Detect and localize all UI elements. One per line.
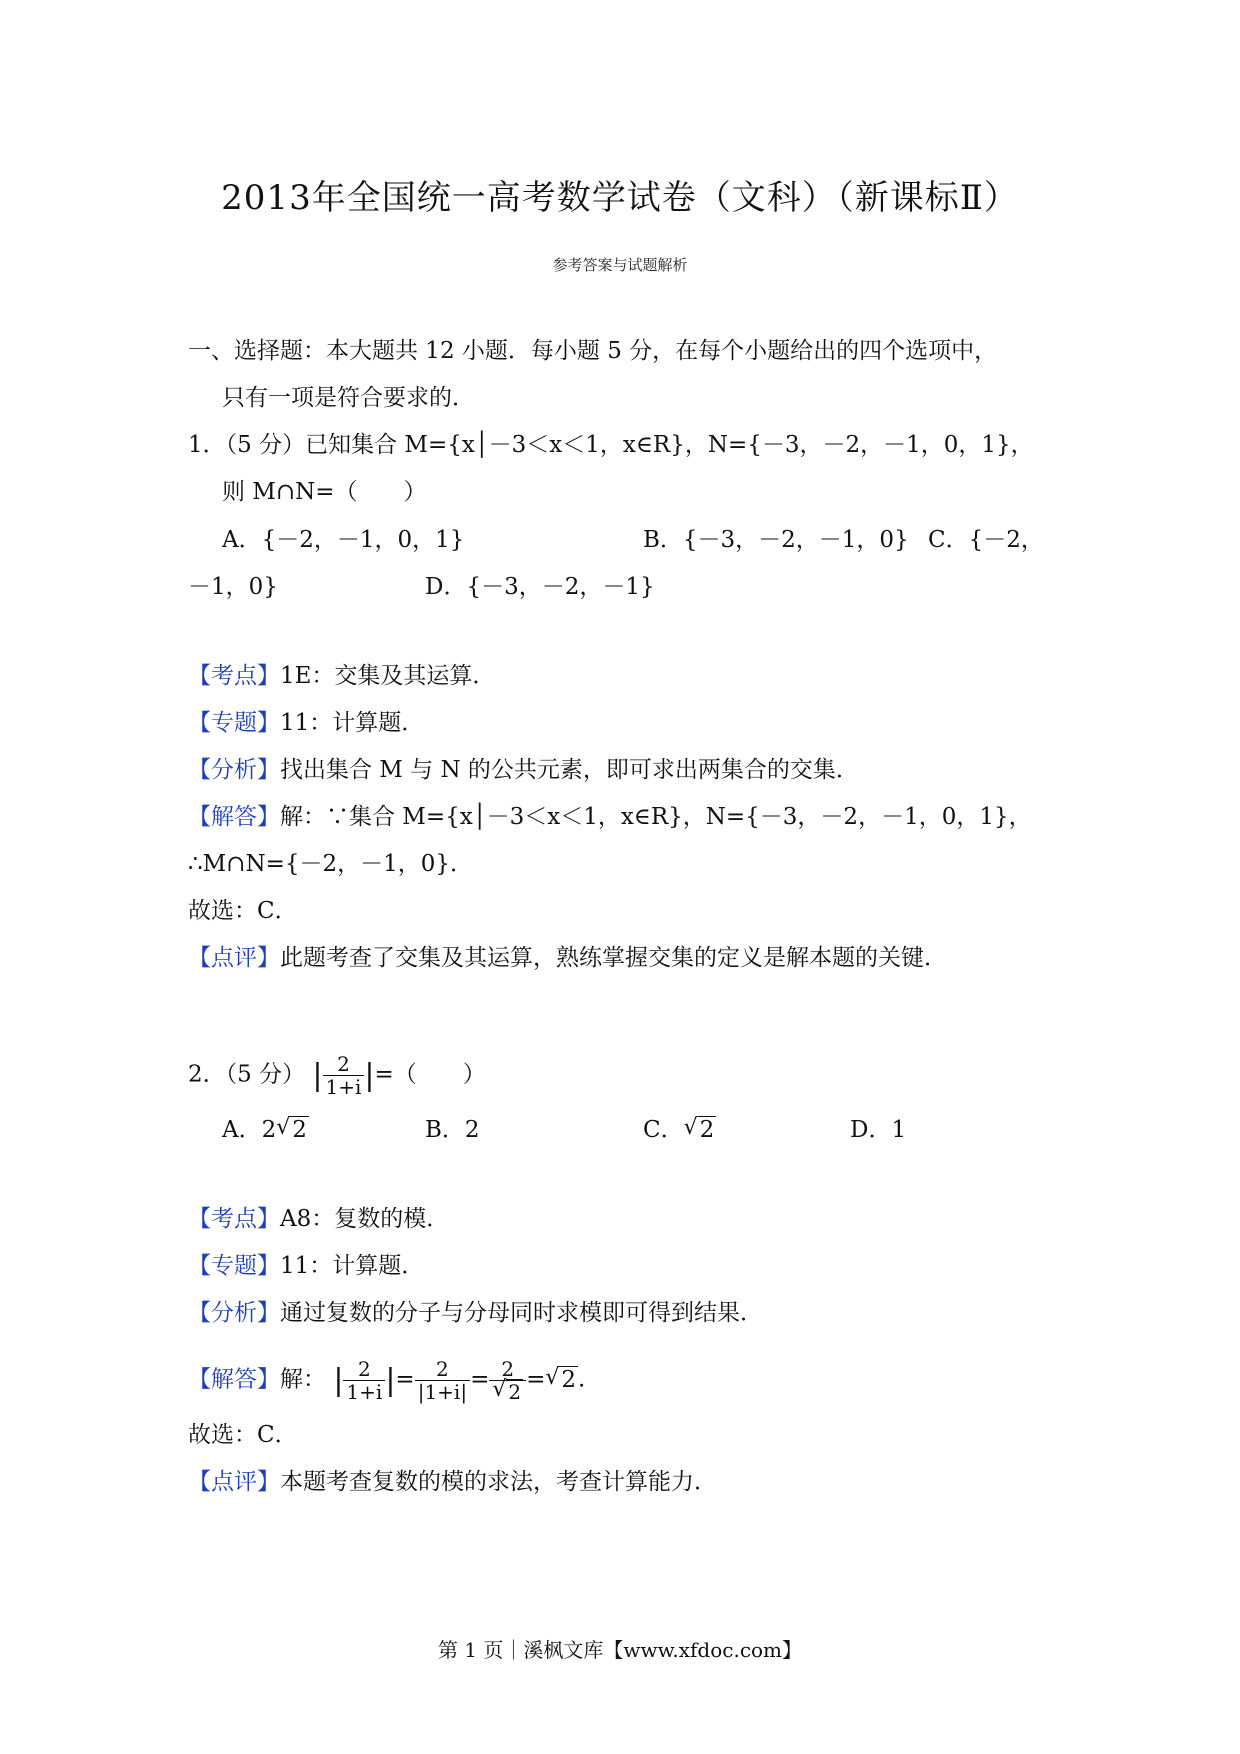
fraction-denominator — [489, 1377, 526, 1404]
q2-stem-prefix: 2．（5 分） — [188, 1061, 306, 1088]
jieda-prefix: 解： — [280, 1366, 326, 1393]
q1-fenxi — [188, 755, 859, 785]
q1-jieda-line2: ∴M∩N={－2，－1，0}． — [188, 851, 474, 877]
dianping-text: 此题考查了交集及其运算，熟练掌握交集的定义是解本题的关键． — [280, 945, 947, 971]
q2-stem-suffix: =（ ） — [374, 1061, 486, 1088]
radicand: 2 — [292, 1117, 307, 1143]
q2-jieda: 【解答】解： | $\frac{2}{1+i}$ |= $\frac{2}{|1+i|}$ = 2 √ 2 = √ 2. — [188, 1357, 586, 1404]
q2-dianping — [188, 1467, 717, 1497]
abs-bar-right: | — [364, 1057, 375, 1093]
option-a-label: A．2 — [222, 1117, 277, 1143]
q1-kaodian — [188, 661, 495, 691]
q2-kaodian — [188, 1204, 449, 1234]
radical-sign-icon: √ — [492, 1377, 507, 1402]
q2-option-a — [222, 1115, 309, 1145]
page-footer: 第 1 页｜溪枫文库【www.xfdoc.com】 — [437, 1638, 803, 1662]
q2-option-c — [643, 1115, 716, 1145]
fraction-numerator: 2 — [358, 1357, 371, 1381]
fraction-denominator: 1+i — [323, 1075, 365, 1098]
fenxi-text: 找出集合 M 与 N 的公共元素，即可求出两集合的交集． — [280, 757, 859, 783]
radical-sign-icon: √ — [545, 1364, 560, 1390]
q1-option-c-part1: C．{－2， — [928, 527, 1044, 553]
page-subtitle: 参考答案与试题解析 — [552, 256, 688, 274]
q1-answer: 故选：C． — [188, 898, 298, 924]
section-heading-line2: 只有一项是符合要求的． — [222, 385, 475, 411]
q2-zhuanti — [188, 1251, 424, 1281]
dianping-text: 本题考查复数的模的求法，考查计算能力． — [280, 1469, 717, 1495]
page-title: 2013年全国统一高考数学试卷（文科）（新课标Ⅱ） — [221, 178, 1019, 218]
section-heading-line1: 一、选择题：本大题共 12 小题．每小题 5 分，在每个小题给出的四个选项中， — [188, 338, 998, 364]
dianping-tag: 【点评】 — [188, 945, 280, 971]
q1-stem-line1: 1．（5 分）已知集合 M={x│－3＜x＜1，x∈R}，N={－3，－2，－1，0，1}， — [188, 432, 1034, 458]
q1-option-a: A．{－2，－1，0，1} — [222, 527, 465, 553]
fenxi-tag: 【分析】 — [188, 757, 280, 783]
q2-option-d: D．1 — [850, 1117, 907, 1143]
q1-option-b: B．{－3，－2，－1，0} — [643, 527, 909, 553]
fraction-denominator: |1+i| — [415, 1380, 470, 1403]
eq-fraction-3 — [489, 1358, 526, 1403]
radicand: 2 — [699, 1117, 715, 1143]
abs-bar-left: | — [333, 1362, 344, 1398]
q1-option-d: D．{－3，－2，－1} — [425, 574, 655, 600]
dianping-tag: 【点评】 — [188, 1469, 280, 1495]
sqrt-expression — [492, 1377, 523, 1404]
fenxi-text: 通过复数的分子与分母同时求模即可得到结果． — [280, 1300, 763, 1326]
abs-bar-right: | — [385, 1362, 396, 1398]
radicand: 2 — [508, 1380, 522, 1404]
q1-zhuanti — [188, 708, 424, 738]
q2-fenxi — [188, 1298, 763, 1328]
option-c-label: C． — [643, 1117, 684, 1143]
q1-stem-line2: 则 M∩N=（ ） — [222, 479, 427, 505]
q2-option-b: B．2 — [425, 1117, 480, 1143]
zhuanti-text: 11：计算题． — [280, 1253, 425, 1279]
abs-bar-left: | — [312, 1057, 323, 1093]
jieda-text: 解：∵集合 M={x│－3＜x＜1，x∈R}，N={－3，－2，－1，0，1}， — [280, 804, 1032, 830]
fraction-numerator: 2 — [436, 1357, 449, 1381]
zhuanti-text: 11：计算题． — [280, 710, 425, 736]
radical-sign-icon: √ — [683, 1115, 698, 1140]
radicand: 2 — [561, 1366, 576, 1393]
fraction-numerator: 2 — [337, 1052, 350, 1076]
fenxi-tag: 【分析】 — [188, 1300, 280, 1326]
sqrt-expression — [545, 1365, 578, 1395]
radical-sign-icon: √ — [276, 1115, 291, 1140]
q1-option-c-part2: －1，0} — [188, 574, 278, 600]
jieda-tag: 【解答】 — [188, 804, 280, 830]
q1-dianping — [188, 943, 947, 973]
jieda-tag: 【解答】 — [188, 1366, 280, 1393]
kaodian-text: 1E：交集及其运算． — [280, 663, 496, 689]
kaodian-tag: 【考点】 — [188, 1206, 280, 1232]
q2-stem — [188, 1053, 486, 1098]
eq-fraction-1 — [343, 1358, 385, 1403]
zhuanti-tag: 【专题】 — [188, 710, 280, 736]
zhuanti-tag: 【专题】 — [188, 1253, 280, 1279]
sqrt-expression — [276, 1115, 309, 1145]
sqrt-expression — [684, 1115, 717, 1145]
fraction-numerator: 2 — [501, 1357, 515, 1381]
q2-answer: 故选：C． — [188, 1422, 298, 1448]
kaodian-tag: 【考点】 — [188, 663, 280, 689]
eq-fraction-2 — [415, 1358, 470, 1403]
q2-fraction — [323, 1053, 365, 1098]
kaodian-text: A8：复数的模． — [280, 1206, 450, 1232]
fraction-denominator: 1+i — [343, 1380, 385, 1403]
q1-jieda — [188, 802, 1032, 832]
